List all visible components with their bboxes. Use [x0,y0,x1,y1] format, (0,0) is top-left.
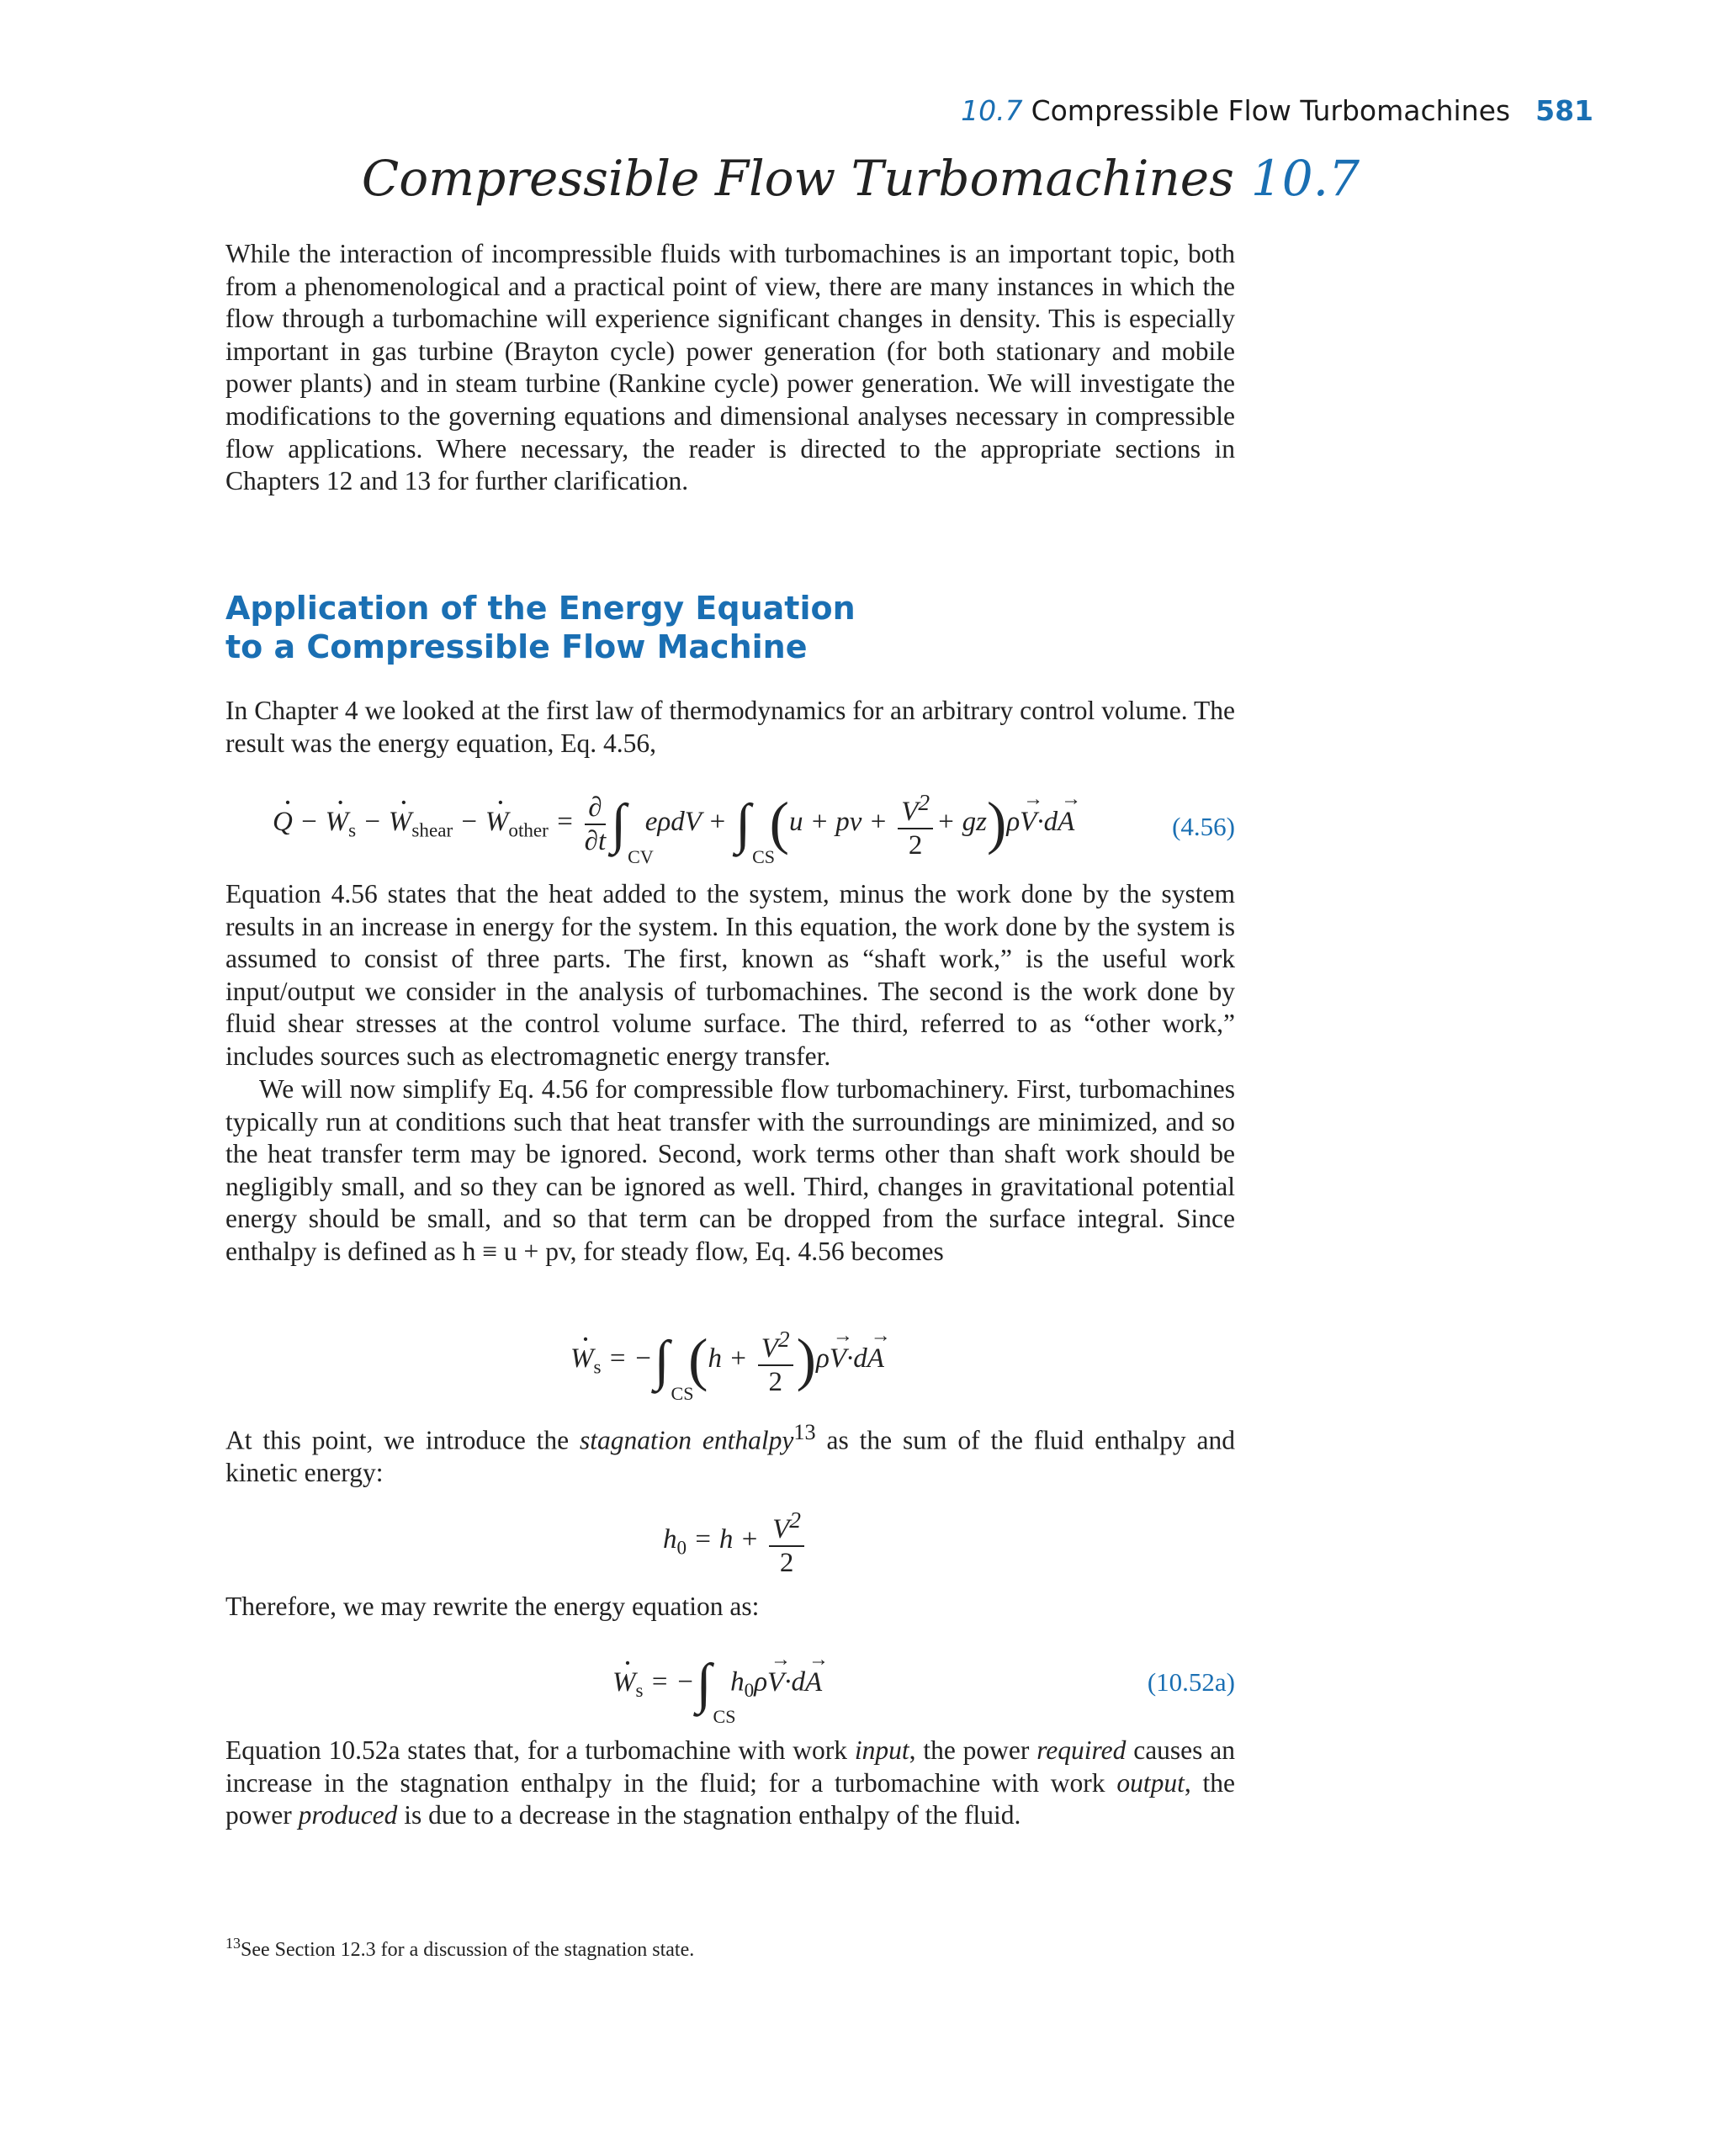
section-heading [225,589,856,666]
running-head [961,94,1593,127]
paragraph-eq456-explained: Equation 4.56 states that the heat added to the system, minus the work done by the system results in an increase in energy for the system. In this equation, the work done by the system is assumed to consist of three parts. The first, known as “shaft work,” is the useful work input/output we consider in the analysis of turbomachines. The second is the work done by fluid shear stresses at the control volume surface. The third, referred to as “other work,” includes sources such as electromagnetic energy transfer. [225,879,1235,1071]
paragraph-chapter4: In Chapter 4 we looked at the first law of thermodynamics for an arbitrary control volume. The result was the energy equation, Eq. 4.56, [225,696,1235,758]
paragraph-final-part5: is due to a decrease in the stagnation enthalpy of the fluid. [397,1800,1021,1830]
intro-paragraph: While the interaction of incompressible fluids with turbomachines is an important topic, both from a phenomenological and a practical point of view, there are many instances in which the flow through a turbomachine will experience significant changes in density. This is especially important in gas turbine (Brayton cycle) power generation (for both stationary and mobile power plants) and in steam turbine (Rankine cycle) power generation. We will investigate the modifications to the governing equations and dimensional analyses necessary in compressible flow applications. Where necessary, the reader is directed to the appropriate sections in Chapters 12 and 13 for further clarification. [225,239,1235,496]
equation-4-56 [225,787,1235,871]
term-input: input [854,1735,909,1765]
paragraph-final-part1: Equation 10.52a states that, for a turbomachine with work [225,1735,855,1765]
term-stagnation-enthalpy: stagnation enthalpy [580,1425,794,1455]
paragraph-stagnation [225,1417,1235,1490]
equation-10-52a-label: (10.52a) [1147,1667,1235,1697]
equation-4-56-math: · Q − · $W_s$ − · $W_{shear}$ − · $W_{other}$ = $\frac{\partial}{\partial t}$ ∫ CV eρdV + ∫ CS (u + pv + $\frac{V^2}{2}$ + gz)ρ→ V·d→ A [273,787,1074,861]
paragraph-final-part4: , the power [225,1767,1235,1830]
term-produced: produced [298,1800,398,1830]
equation-10-52a [225,1649,1235,1727]
section-title-text: Compressible Flow Turbomachines [361,150,1234,207]
equation-shaft-work [225,1323,1235,1407]
footnote-ref-13: 13 [793,1420,816,1444]
equation-4-56-label: (4.56) [1172,812,1235,841]
footnote-number: 13 [225,1935,241,1952]
section-heading-line1: Application of the Energy Equation [225,590,856,627]
equation-stagnation-enthalpy-math: $h_0 = h$ + $\frac{V^2}{2}$ [663,1504,808,1579]
section-title-number: 10.7 [1250,150,1360,207]
equation-shaft-work-math: · $W_s$ = −∫ CS (h + $\frac{V^2}{2}$ )ρ→ V·d→ A [570,1323,884,1398]
paragraph-final [225,1735,1235,1832]
footnote-13 [225,1935,694,1962]
footnote-text: See Section 12.3 for a discussion of the stagnation state. [241,1939,695,1961]
running-head-section-number: 10.7 [961,94,1023,127]
term-required: required [1036,1735,1127,1765]
equation-10-52a-math: · $W_s$ = −∫ CS $h_0\rho\to V\cdot d\to A$ [612,1652,822,1716]
section-heading-line2: to a Compressible Flow Machine [225,628,808,665]
paragraph-simplify: We will now simplify Eq. 4.56 for compressible flow turbomachinery. First, turbomachines typically run at conditions such that heat transfer with the surroundings are minimized, and so the heat transfer term may be ignored. Second, work terms other than shaft work should be negligibly small, and so they can be ignored as well. Third, changes in gravitational potential energy should be small, and so that term can be dropped from the surface integral. Since enthalpy is defined as h ≡ u + pv, for steady flow, Eq. 4.56 becomes [225,1074,1235,1266]
paragraph-final-part2: , the power [909,1735,1037,1765]
equation-stagnation-enthalpy [225,1504,1235,1580]
term-output: output [1116,1767,1185,1798]
paragraph-stagnation-post: as the sum of the fluid enthalpy and kinetic energy: [225,1425,1235,1488]
paragraph-stagnation-pre: At this point, we introduce the [225,1425,581,1455]
paragraph-final-part3: causes an increase in the stagnation enthalpy in the fluid; for a turbomachine with work [225,1735,1235,1798]
section-title [362,150,1360,207]
running-head-title: Compressible Flow Turbomachines [1031,94,1511,127]
paragraph-therefore: Therefore, we may rewrite the energy equation as: [225,1592,760,1621]
page-number: 581 [1535,94,1593,127]
